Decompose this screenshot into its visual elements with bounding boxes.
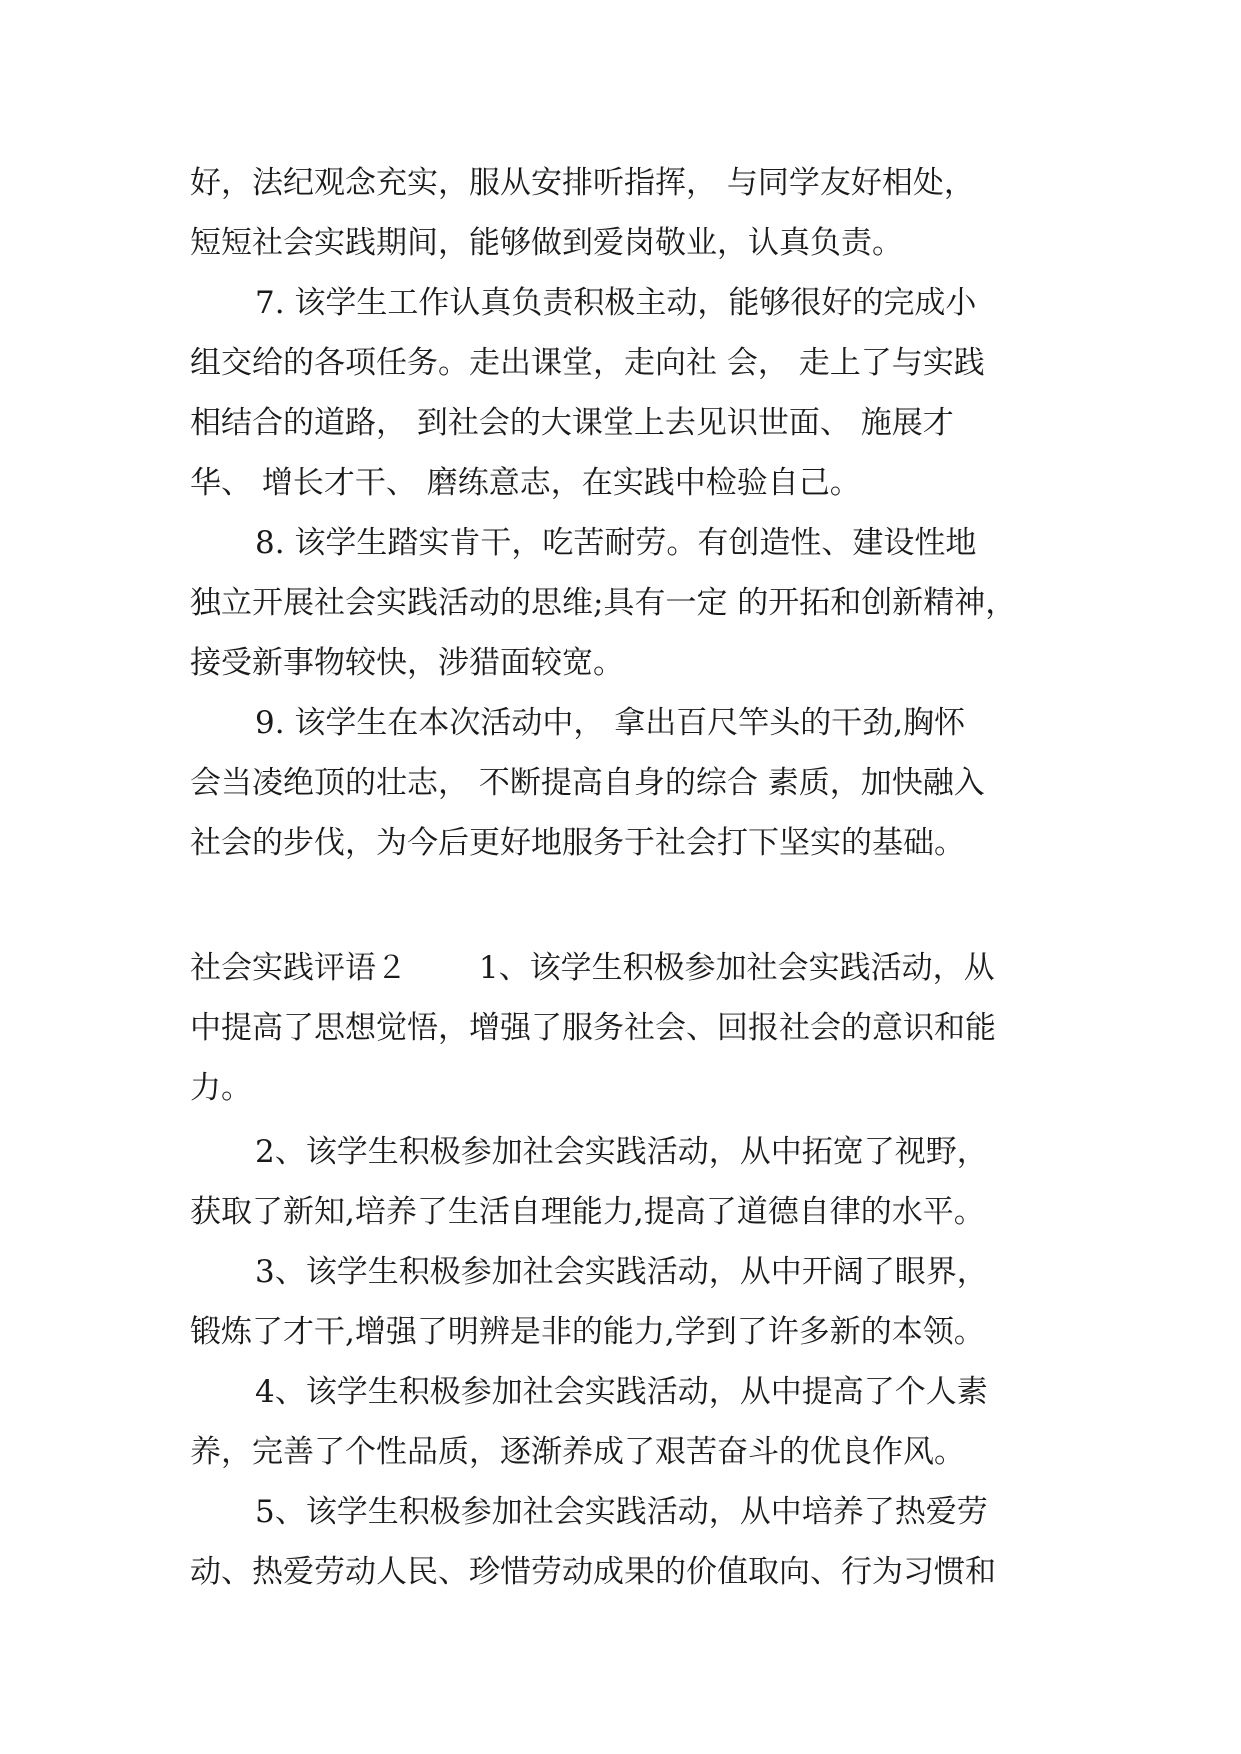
text-line-indented: 2、该学生积极参加社会实践活动，从中拓宽了视野，	[255, 1134, 988, 1170]
text-line: 锻炼了才干,增强了明辨是非的能力,学到了许多新的本领。	[190, 1314, 985, 1350]
text-line-indented: 5、该学生积极参加社会实践活动，从中培养了热爱劳	[255, 1494, 988, 1530]
text-line: 华、 增长才干、 磨练意志，在实践中检验自己。	[190, 465, 861, 501]
text-line-indented: 8. 该学生踏实肯干，吃苦耐劳。有创造性、建设性地	[255, 525, 977, 561]
text-line: 力。	[190, 1070, 252, 1106]
text-line: 动、热爱劳动人民、珍惜劳动成果的价值取向、行为习惯和	[190, 1554, 996, 1590]
section-heading-line: 社会实践评语２ 1、该学生积极参加社会实践活动，从	[190, 950, 995, 986]
text-line-indented: 7. 该学生工作认真负责积极主动，能够很好的完成小	[255, 285, 977, 321]
text-line: 养，完善了个性品质，逐渐养成了艰苦奋斗的优良作风。	[190, 1434, 965, 1470]
text-line-indented: 4、该学生积极参加社会实践活动，从中提高了个人素	[255, 1374, 988, 1410]
text-line: 社会的步伐，为今后更好地服务于社会打下坚实的基础。	[190, 825, 965, 861]
text-line: 短短社会实践期间，能够做到爱岗敬业，认真负责。	[190, 225, 903, 261]
text-line: 好，法纪观念充实，服从安排听指挥， 与同学友好相处，	[190, 165, 975, 201]
text-line: 接受新事物较快，涉猎面较宽。	[190, 645, 624, 681]
text-line: 会当凌绝顶的壮志， 不断提高自身的综合 素质，加快融入	[190, 765, 985, 801]
text-line: 相结合的道路， 到社会的大课堂上去见识世面、 施展才	[190, 405, 954, 441]
text-line: 获取了新知,培养了生活自理能力,提高了道德自律的水平。	[190, 1194, 985, 1230]
text-line-indented: 3、该学生积极参加社会实践活动，从中开阔了眼界，	[255, 1254, 988, 1290]
text-line: 组交给的各项任务。走出课堂，走向社 会， 走上了与实践	[190, 345, 985, 381]
text-line: 独立开展社会实践活动的思维;具有一定 的开拓和创新精神，	[190, 585, 1017, 621]
text-line: 中提高了思想觉悟，增强了服务社会、回报社会的意识和能	[190, 1010, 996, 1046]
text-line-indented: 9. 该学生在本次活动中， 拿出百尺竿头的干劲,胸怀	[255, 705, 966, 741]
